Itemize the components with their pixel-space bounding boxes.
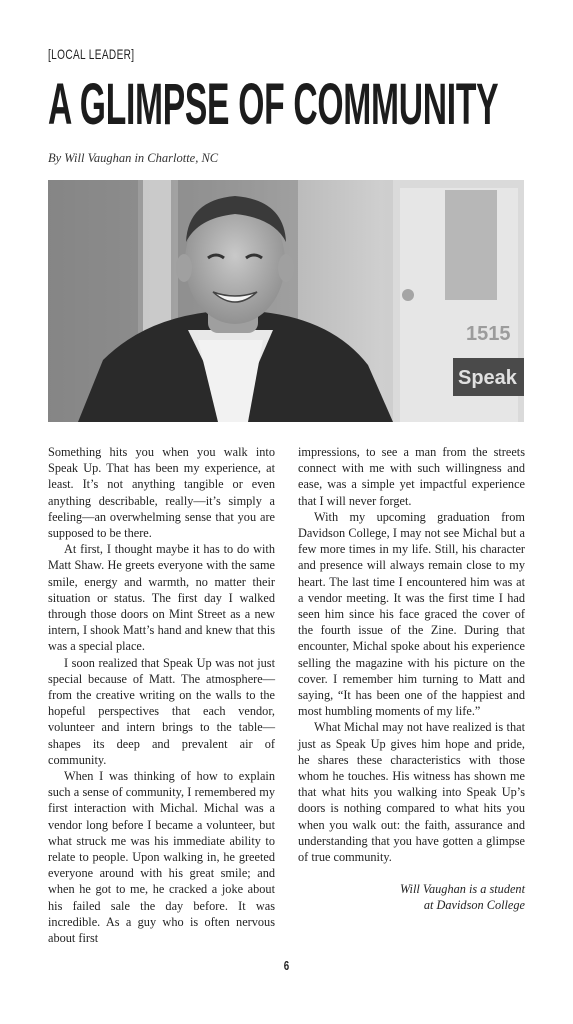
paragraph: I soon realized that Speak Up was not just special because of Matt. The atmosphere—from the creative writing on the walls to the hopeful perspectives that each vendor, volunteer and intern brings to the table—shapes its deep and prevalent air of community. [48, 655, 275, 767]
section-kicker: [LOCAL LEADER] [48, 46, 135, 62]
paragraph: When I was thinking of how to explain such a sense of community, I remembered my first interaction with Michal. Michal was a vendor long before I became a volunteer, but what struck me was his immediate ability to relate to people. Upon walking in, he greeted everyone around with his great smile; and when he got to me, he cracked a joke about his failed sale the day before. It was incredible. As a guy who is often nervous about first [48, 769, 275, 946]
article-byline: By Will Vaughan in Charlotte, NC [48, 151, 219, 165]
article-column-right [298, 444, 525, 913]
paragraph: Something hits you when you walk into Speak Up. That has been my experience, at least. It’s not anything tangible or even anything describable, really—it’s simply a feeling—an overwhelming sense that you are supposed to be there. [48, 445, 275, 541]
paragraph: impressions, to see a man from the streets connect with me with such willingness and ease, was a simple yet impactful experience that I will never forget. [298, 445, 525, 508]
portrait-photo [48, 180, 524, 422]
door-sign-text: Speak [458, 367, 517, 389]
author-note [298, 881, 525, 913]
door-number-text: 1515 [466, 323, 511, 345]
page-number: 6 [283, 958, 290, 973]
paragraph: With my upcoming graduation from Davidson College, I may not see Michal but a few more times in my life. Still, his character and presence will always remain close to my heart. The last time I encountered him was at a vendor meeting. It was the first time I had seen him since his face graced the cover of the fourth issue of the Zine. During that encounter, Michal spoke about his experience selling the magazine with his picture on the cover. I remember him turning to Matt and saying, “It has been one of the happiest and most humbling moments of my life.” [298, 509, 525, 719]
paragraph: At first, I thought maybe it has to do with Matt Shaw. He greets everyone with the same smile, energy and warmth, no matter their situation or status. The first day I walked through those doors on Mint Street as a new intern, I shook Matt’s hand and knew that this was a special place. [48, 542, 275, 654]
paragraph: What Michal may not have realized is that just as Speak Up gives him hope and pride, he shares these characteristics with those whom he touches. His witness has shown me that what hits you walking into Speak Up’s doors is nothing compared to what hits you when you walk out: the faith, assurance and understanding that you have gotten a glimpse of true community. [298, 720, 525, 865]
author-note-line: Will Vaughan is a student [399, 882, 525, 897]
article-headline: A GLIMPSE OF COMMUNITY [48, 72, 499, 137]
author-note-line: at Davidson College [423, 898, 525, 913]
article-column-left [48, 444, 275, 946]
